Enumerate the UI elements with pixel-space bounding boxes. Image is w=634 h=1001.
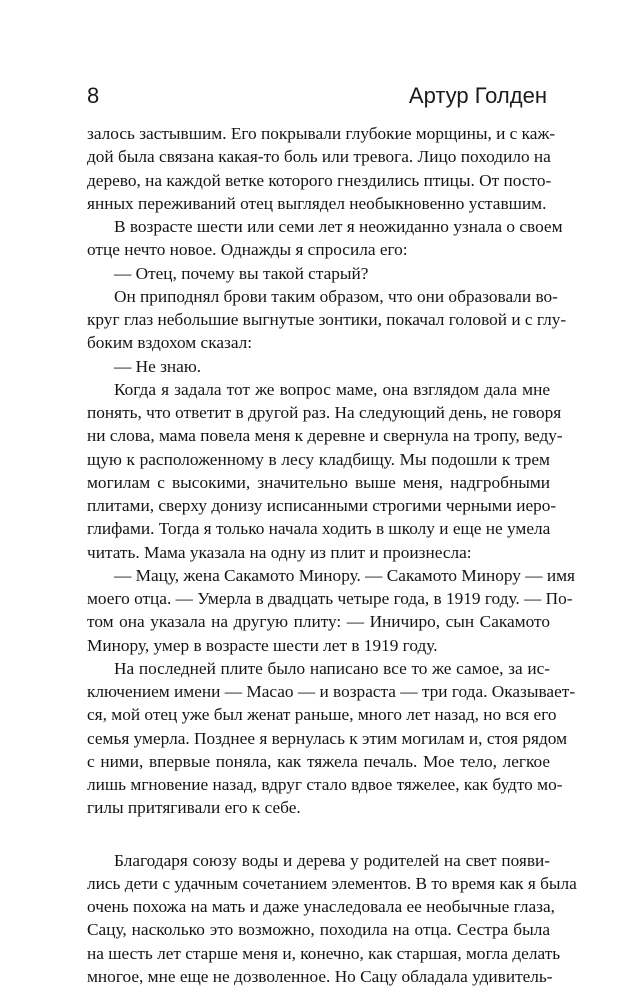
text-line: плитами, сверху донизу исписанными строгими черными иеро- xyxy=(87,496,557,515)
text-line: лишь мгновение назад, вдруг стало вдвое тяжелее, как будто мо- xyxy=(87,775,563,794)
text-line: янных переживаний отец выглядел необыкновенно уставшим. xyxy=(87,193,547,213)
text-line: боким вздохом сказал: xyxy=(87,333,253,353)
text-line: читать. Мама указала на одну из плит и произнесла: xyxy=(87,542,472,562)
text-line: Минору, умер в возрасте шести лет в 1919 году. xyxy=(87,635,438,655)
text-line: глифами. Тогда я только начала ходить в школу и еще не умела xyxy=(87,519,551,539)
text-line: моего отца. — Умерла в двадцать четыре года, в 1919 году. — По- xyxy=(87,589,573,608)
section-break xyxy=(87,820,550,849)
text-line: семья умерла. Позднее я вернулась к этим могилам и, стоя рядом xyxy=(87,728,568,748)
text-line: круг глаз небольшие выгнутые зонтики, покачал головой и с глу- xyxy=(87,310,567,329)
text-line: очень похожа на мать и даже унаследовала ее необычные глаза, xyxy=(87,897,555,916)
text-line: В возрасте шести или семи лет я неожиданно узнала о своем xyxy=(114,217,563,236)
text-line: дой была связана какая-то боль или тревога. Лицо походило на xyxy=(87,147,551,167)
text-line: залось застывшим. Его покрывали глубокие морщины, и с каж- xyxy=(87,124,556,143)
text-line: — Отец, почему вы такой старый? xyxy=(114,263,369,283)
text-line: лись дети с удачным сочетанием элементов. В то время как я была xyxy=(87,873,577,893)
text-line: Когда я задала тот же вопрос маме, она взглядом дала мне xyxy=(114,379,550,399)
body-text xyxy=(87,122,577,988)
text-line: ся, мой отец уже был женат раньше, много лет назад, но вся его xyxy=(87,705,557,725)
text-line: с ними, впервые поняла, как тяжела печаль. Мое тело, легкое xyxy=(87,751,550,771)
running-head-author: Артур Голден xyxy=(408,83,547,108)
text-line: ни слова, мама повела меня к деревне и свернула на тропу, веду- xyxy=(87,426,563,446)
text-line: отце нечто новое. Однажды я спросила его: xyxy=(87,240,408,260)
text-line: гилы притягивали его к себе. xyxy=(87,798,301,818)
text-line: дерево, на каждой ветке которого гнездились птицы. От посто- xyxy=(87,170,552,190)
text-line: на шесть лет старше меня и, конечно, как старшая, могла делать xyxy=(87,943,561,963)
text-line: — Не знаю. xyxy=(114,356,202,376)
text-line: Сацу, насколько это возможно, походила на отца. Сестра была xyxy=(87,920,550,940)
text-line: многое, мне еще не дозволенное. Но Сацу обладала удивитель- xyxy=(87,966,553,986)
text-line: ключением имени — Масао — и возраста — три года. Оказывает- xyxy=(87,682,576,701)
text-line: На последней плите было написано все то же самое, за ис- xyxy=(114,658,550,678)
text-line: могилам с высокими, значительно выше меня, надгробными xyxy=(87,472,550,492)
text-line: щую к расположенному в лесу кладбищу. Мы подошли к трем xyxy=(87,449,550,469)
page-number: 8 xyxy=(87,83,100,108)
text-line: том она указала на другую плиту: — Иничиро, сын Сакамото xyxy=(87,612,550,632)
page-header xyxy=(0,83,634,111)
text-line: Благодаря союзу воды и дерева у родителей на свет появи- xyxy=(114,850,550,870)
text-line: — Мацу, жена Сакамото Минору. — Сакамото Минору — имя xyxy=(114,565,576,585)
text-line: понять, что ответит в другой раз. На следующий день, не говоря xyxy=(87,403,562,422)
text-line: Он приподнял брови таким образом, что они образовали во- xyxy=(114,286,558,306)
